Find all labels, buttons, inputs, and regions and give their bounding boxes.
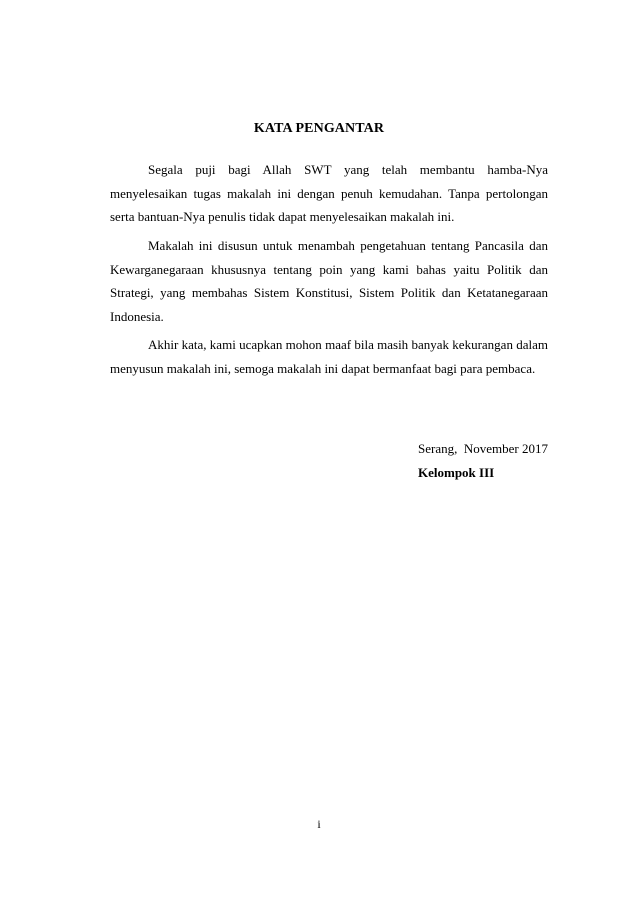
paragraph-closing-remarks: Akhir kata, kami ucapkan mohon maaf bila masih banyak kekurangan dalam menyusun makalah ini, semoga makalah ini dapat bermanfaat bagi para pembaca. (110, 337, 548, 376)
page-number: i (317, 817, 321, 831)
author-group: Kelompok III (418, 464, 495, 480)
signature-block (418, 437, 548, 484)
paragraph-acknowledgement: Segala puji bagi Allah SWT yang telah membantu hamba-Nya menyelesaikan tugas makalah ini dengan penuh kemudahan. Tanpa pertolongan serta bantuan-Nya penulis tidak dapat menyelesaikan makalah ini. (110, 162, 548, 224)
page-title: KATA PENGANTAR (253, 121, 385, 136)
place-and-date: Serang, November 2017 (418, 441, 548, 456)
paragraph-purpose: Makalah ini disusun untuk menambah pengetahuan tentang Pancasila dan Kewarganegaraan khususnya tentang poin yang kami bahas yaitu Politik dan Strategi, yang membahas Sistem Konstitusi, Sistem Politik dan Ketatanegaraan Indonesia. (110, 238, 548, 324)
